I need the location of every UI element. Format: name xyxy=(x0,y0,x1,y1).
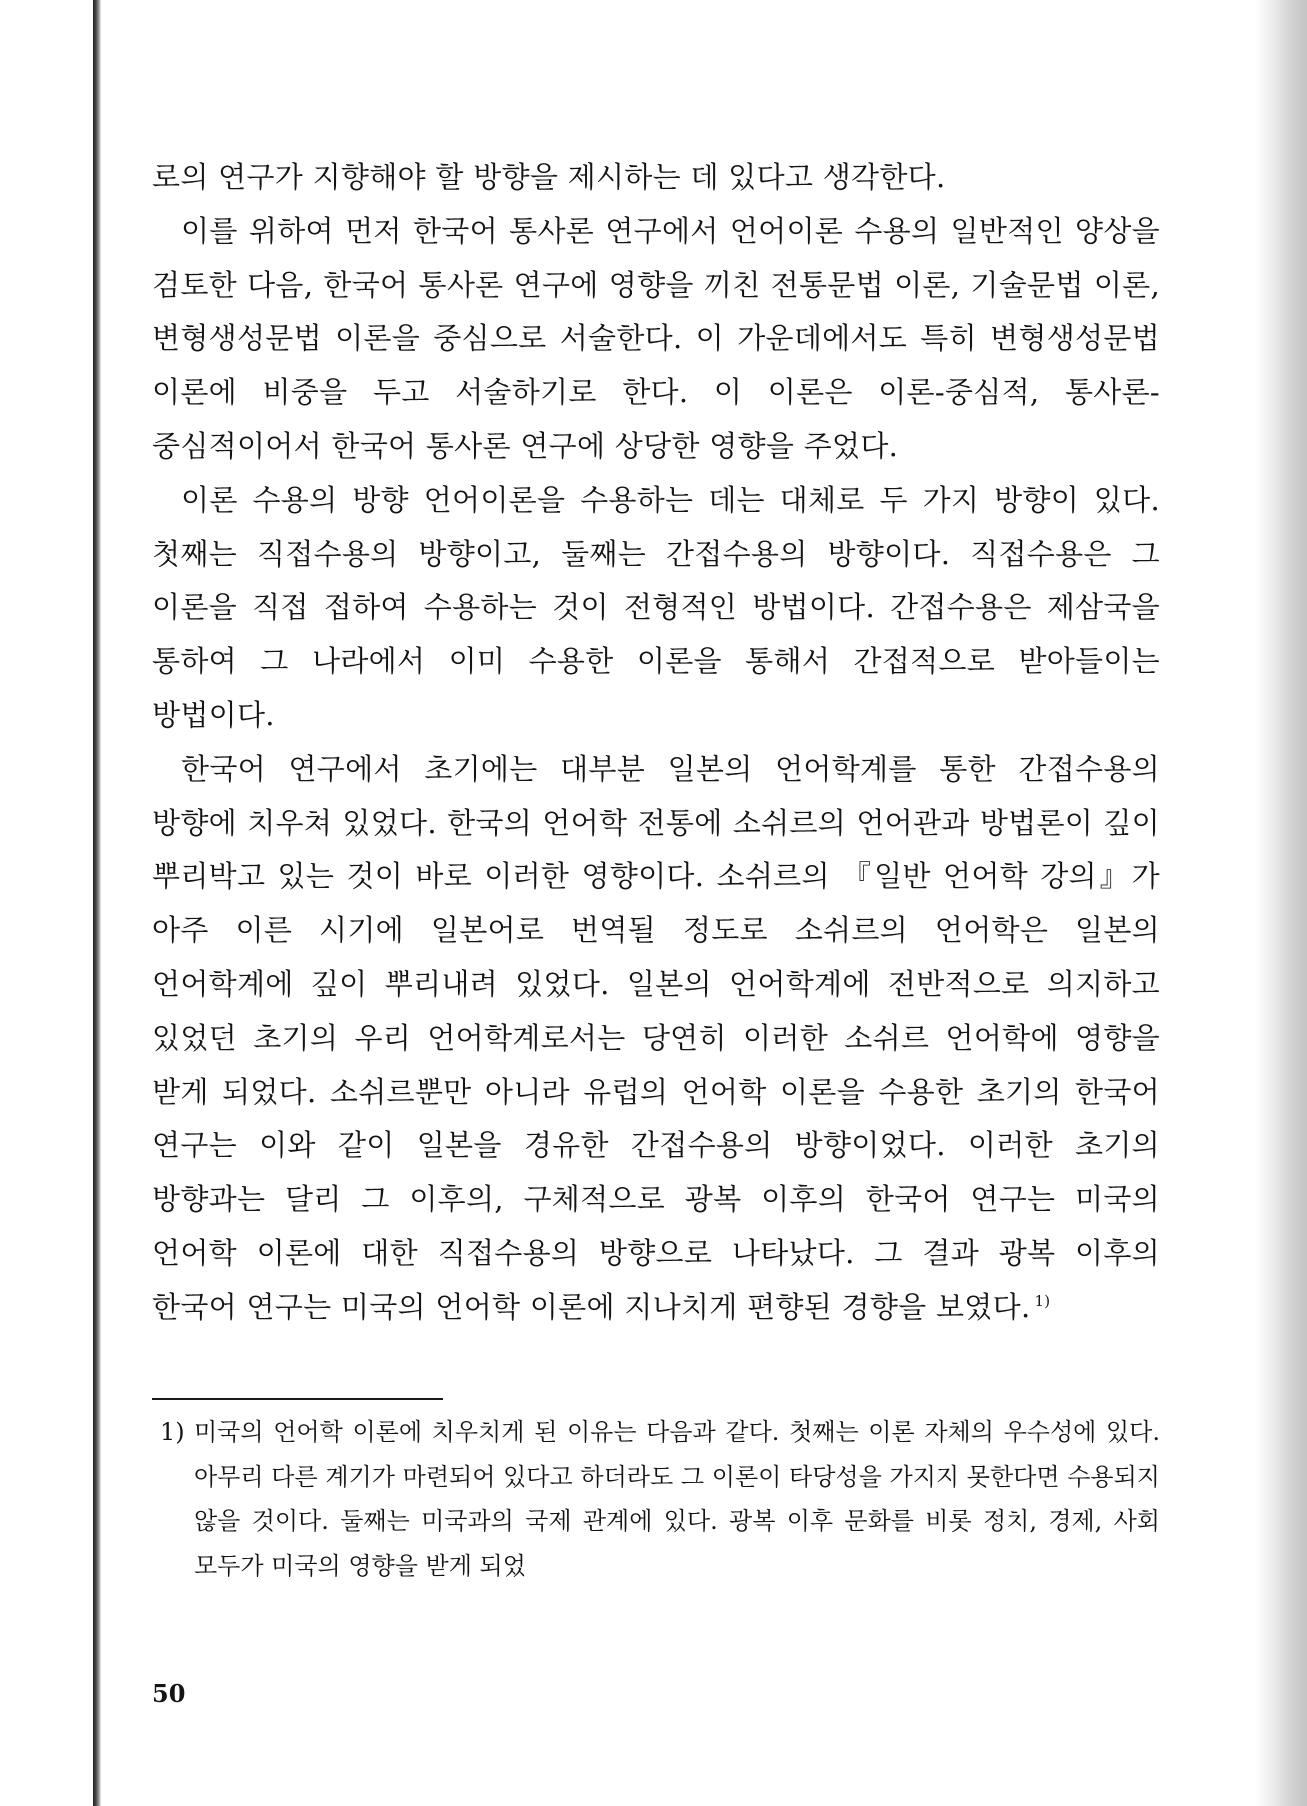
footnote xyxy=(152,1410,1160,1588)
paragraph-korean-research-text: 한국어 연구에서 초기에는 대부분 일본의 언어학계를 통한 간접수용의 방향에 치우쳐 있었다. 한국의 언어학 전통에 소쉬르의 언어관과 방법론이 깊이 뿌리박고 있는 것이 바로 이러한 영향이다. 소쉬르의 『일반 언어학 강의』가 아주 이른 시기에 일본어로 번역될 정도로 소쉬르의 언어학은 일본의 언어학계에 깊이 뿌리내려 있었다. 일본의 언어학계에 전반적으로 의지하고 있었던 초기의 우리 언어학계로서는 당연히 이러한 소쉬르 언어학에 영향을 받게 되었다. 소쉬르뿐만 아니라 유럽의 언어학 이론을 수용한 초기의 한국어 연구는 이와 같이 일본을 경유한 간접수용의 방향이었다. 이러한 초기의 방향과는 달리 그 이후의, 구체적으로 광복 이후의 한국어 연구는 미국의 언어학 이론에 대한 직접수용의 방향으로 나타났다. 그 결과 광복 이후의 한국어 연구는 미국의 언어학 이론에 지나치게 편향된 경향을 보였다. xyxy=(152,751,1160,1324)
footnote-text: 미국의 언어학 이론에 치우치게 된 이유는 다음과 같다. 첫째는 이론 자체의 우수성에 있다. 아무리 다른 계기가 마련되어 있다고 하더라도 그 이론이 타당성을 가지지 못한다면 수용되지 않을 것이다. 둘째는 미국과의 국제 관계에 있다. 광복 이후 문화를 비롯 정치, 경제, 사회 모두가 미국의 영향을 받게 되었 xyxy=(194,1418,1160,1580)
footnote-number: 1) xyxy=(160,1418,185,1446)
paragraph-theory-reception: 이론 수용의 방향 언어이론을 수용하는 데는 대체로 두 가지 방향이 있다. 첫째는 직접수용의 방향이고, 둘째는 간접수용의 방향이다. 직접수용은 그 이론을 직접 접하여 수용하는 것이 전형적인 방법이다. 간접수용은 제삼국을 통하여 그 나라에서 이미 수용한 이론을 통해서 간접적으로 받아들이는 방법이다. xyxy=(152,482,1160,732)
footnote-reference: 1) xyxy=(1034,1292,1051,1311)
scan-shadow-right xyxy=(1255,0,1307,1806)
paragraph-continuation: 로의 연구가 지향해야 할 방향을 제시하는 데 있다고 생각한다. xyxy=(152,160,946,194)
scan-shadow-left xyxy=(93,0,101,1806)
footnote-separator xyxy=(152,1398,443,1400)
paragraph-method: 이를 위하여 먼저 한국어 통사론 연구에서 언어이론 수용의 일반적인 양상을 검토한 다음, 한국어 통사론 연구에 영향을 끼친 전통문법 이론, 기술문법 이론, 변형생성문법 이론을 중심으로 서술한다. 이 가운데에서도 특히 변형생성문법 이론에 비중을 두고 서술하기로 한다. 이 이론은 이론-중심적, 통사론-중심적이어서 한국어 통사론 연구에 상당한 영향을 주었다. xyxy=(152,213,1160,463)
paragraph-korean-research xyxy=(152,743,1160,1335)
page-number: 50 xyxy=(152,1679,186,1708)
body-text xyxy=(152,151,1160,1335)
